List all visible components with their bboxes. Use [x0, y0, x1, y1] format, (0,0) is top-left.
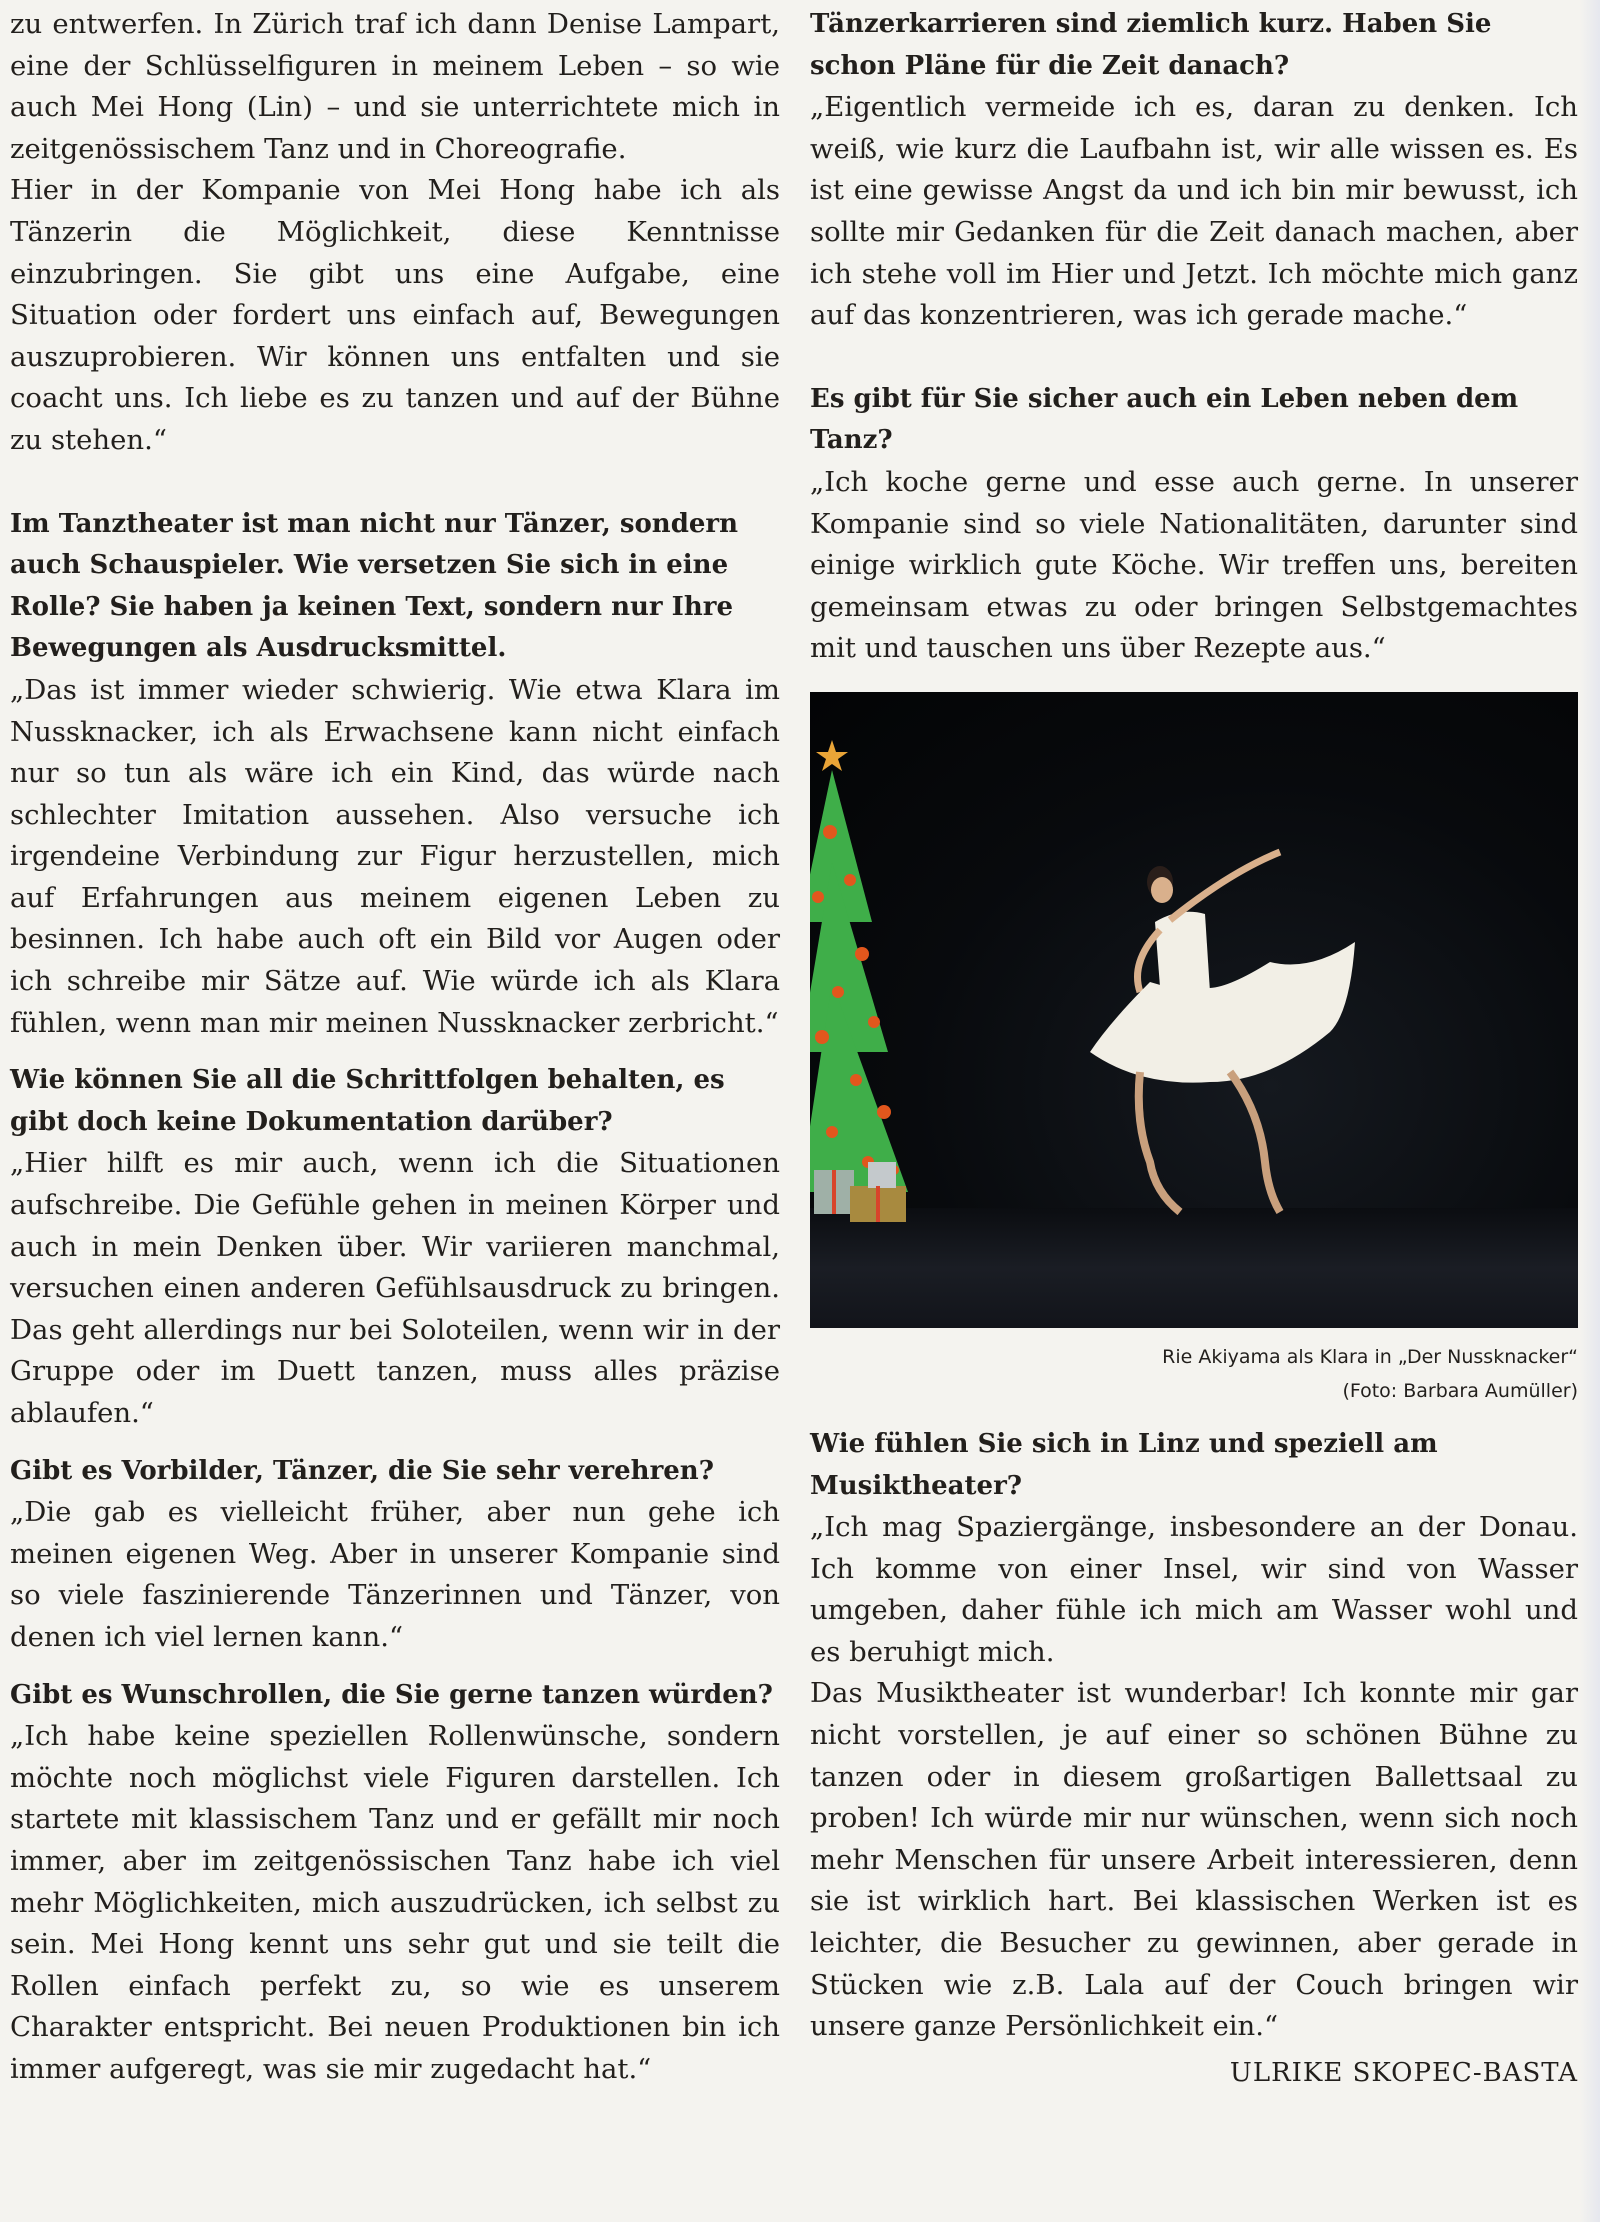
right-column: [810, 4, 1578, 2088]
photo-caption-credit: (Foto: Barbara Aumüller): [1342, 1379, 1578, 1402]
gift-box-3: [868, 1162, 896, 1188]
answer-life: „Ich koche gerne und esse auch gerne. In unserer Kompanie sind so viele Nationalitäten, darunter sind einige wirklich gute Köche. Wir treffen uns, bereiten gemeinsam etwas zu oder bringen Selbstgemachtes mit und tauschen uns über Rezepte aus.“: [810, 465, 1578, 665]
dancer-figure: [1090, 852, 1355, 1212]
intro-paragraph: zu entwerfen. In Zürich traf ich dann Denise Lampart, eine der Schlüsselfiguren in meinem Leben – so wie auch Mei Hong (Lin) – und sie unterrichtete mich in zeitgenössischem Tanz und in Choreografie.: [10, 8, 780, 165]
answer-career: „Eigentlich vermeide ich es, daran zu denken. Ich weiß, wie kurz die Laufbahn ist, wir alle wissen es. Es ist eine gewisse Angst da und ich bin mir bewusst, ich sollte mir Gedanken für die Zeit danach machen, aber ich stehe voll im Hier und Jetzt. Ich möchte mich ganz auf das konzentrieren, was ich gerade mache.“: [810, 91, 1578, 332]
tree-star-icon: [816, 740, 848, 771]
dancer-photo: [810, 692, 1578, 1328]
answer-linz: „Ich mag Spaziergänge, insbesondere an der Donau. Ich komme von einer Insel, wir sind von Wasser umgeben, daher fühle ich mich am Wasser wohl und es beruhigt mich.: [810, 1511, 1578, 1668]
answer-role: „Das ist immer wieder schwierig. Wie etwa Klara im Nussknacker, ich als Erwachsene kann nicht einfach nur so tun als wäre ich ein Kind, das würde nach schlechter Imitation aussehen. Also versuche ich irgendeine Verbindung zur Figur herzustellen, mich auf Erfahrungen aus meinem eigenen Leben zu besinnen. Ich habe auch oft ein Bild vor Augen oder ich schreibe mir Sätze auf. Wie würde ich als Klara fühlen, wenn man mir meinen Nussknacker zerbricht.“: [10, 673, 780, 1039]
question-career: Tänzerkarrieren sind ziemlich kurz. Haben Sie schon Pläne für die Zeit danach?: [810, 9, 1492, 81]
photo-caption-title: Rie Akiyama als Klara in „Der Nussknacker“: [1162, 1345, 1578, 1368]
answer-steps: „Hier hilft es mir auch, wenn ich die Situationen aufschreibe. Die Gefühle gehen in meinen Körper und auch in mein Denken über. Wir variieren manchmal, versuchen einen anderen Gefühlsausdruck zu bringen. Das geht allerdings nur bei Soloteilen, wenn wir in der Gruppe oder im Duett tanzen, muss alles präzise ablaufen.“: [10, 1147, 780, 1429]
left-column: [10, 4, 780, 2091]
photo-caption: [810, 1340, 1578, 1408]
question-linz: Wie fühlen Sie sich in Linz und speziell am Musiktheater?: [810, 1428, 1438, 1501]
answer-linz-2: Das Musiktheater ist wunderbar! Ich konnte mir gar nicht vorstellen, je auf einer so schönen Bühne zu tanzen oder in diesem großartigen Ballettsaal zu proben! Ich würde mir nur wünschen, wenn sich noch mehr Menschen für unsere Arbeit interessieren, denn sie ist wirklich hart. Bei klassischen Werken ist es leichter, die Besucher zu gewinnen, aber gerade in Stücken wie z.B. Lala auf der Couch bringen wir unsere ganze Persönlichkeit ein.“: [810, 1677, 1578, 2043]
question-life: Es gibt für Sie sicher auch ein Leben neben dem Tanz?: [810, 383, 1519, 456]
page-edge-shadow: [1580, 0, 1600, 2222]
question-role-models: Gibt es Vorbilder, Tänzer, die Sie sehr verehren?: [10, 1455, 714, 1486]
question-role: Im Tanztheater ist man nicht nur Tänzer, sondern auch Schauspieler. Wie versetzen Sie sich in eine Rolle? Sie haben ja keinen Text, sondern nur Ihre Bewegungen als Ausdrucksmittel.: [10, 508, 739, 664]
answer-dream-roles: „Ich habe keine speziellen Rollenwünsche, sondern möchte noch möglichst viele Figuren darstellen. Ich startete mit klassischem Tanz und er gefällt mir noch immer, aber im zeitgenössischen Tanz habe ich viel mehr Möglichkeiten, mich auszudrücken, ich selbst zu sein. Mei Hong kennt uns sehr gut und sie teilt die Rollen einfach perfekt zu, so wie es unserem Charakter entspricht. Bei neuen Produktionen bin ich immer aufgeregt, was sie mir zugedacht hat.“: [10, 1720, 780, 2085]
nutcracker-scene-illustration: [810, 692, 1578, 1328]
author-signature: ULRIKE SKOPEC-BASTA: [1229, 2057, 1578, 2088]
question-steps: Wie können Sie all die Schrittfolgen behalten, es gibt doch keine Dokumentation darüber?: [10, 1065, 725, 1137]
answer-role-models: „Die gab es vielleicht früher, aber nun gehe ich meinen eigenen Weg. Aber in unserer Kompanie sind so viele faszinierende Tänzerinnen und Tänzer, von denen ich viel lernen kann.“: [10, 1496, 780, 1653]
intro-paragraph-2: Hier in der Kompanie von Mei Hong habe ich als Tänzerin die Möglichkeit, diese Kenntnisse einzubringen. Sie gibt uns eine Aufgabe, eine Situation oder fordert uns einfach auf, Bewegungen auszuprobieren. Wir können uns entfalten und sie coacht uns. Ich liebe es zu tanzen und auf der Bühne zu stehen.“: [10, 174, 780, 456]
question-dream-roles: Gibt es Wunschrollen, die Sie gerne tanzen würden?: [10, 1679, 773, 1710]
